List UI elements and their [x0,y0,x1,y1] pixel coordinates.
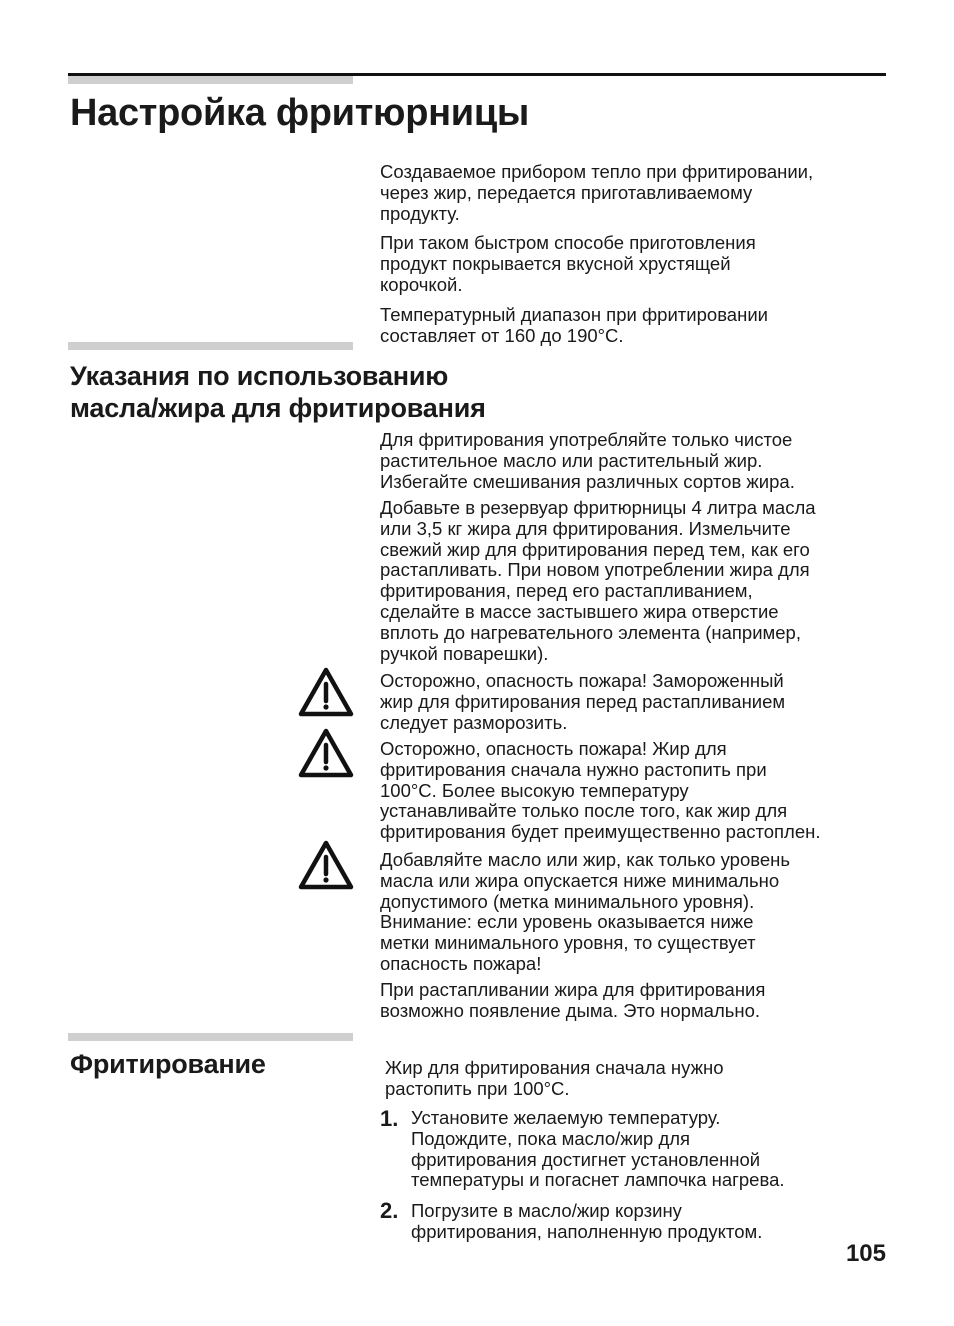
section-title-oil: Указания по использованию масла/жира для фритирования [70,361,486,423]
header-rule-gray [68,76,353,84]
warning-text-2: Осторожно, опасность пожара! Жир для фритирования сначала нужно растопить при 100°C. Более высокую температуру устанавливайте только после того, как жир для фритирования будет преимущественно растоплен. [380,738,821,843]
page-number: 105 [845,1240,886,1267]
warning-triangle-icon [298,667,354,717]
header-rule-dark [68,73,886,76]
intro-paragraph-3: Температурный диапазон при фритировании составляет от 160 до 190°C. [380,304,768,346]
section-rule-oil [68,342,353,350]
step-number-2: 2. [380,1198,399,1223]
section-title-frying: Фритирование [70,1049,266,1079]
oil-paragraph-2: Добавьте в резервуар фритюрницы 4 литра масла или 3,5 кг жира для фритирования. Измельчите свежий жир для фритирования перед тем, как его растапливать. При новом употреблении жира для фритирования, перед его растапливанием, сделайте в массе застывшего жира отверстие вплоть до нагревательного элемента (например, ручкой поварешки). [380,497,816,664]
page-title: Настройка фритюрницы [70,92,530,134]
oil-paragraph-1: Для фритирования употребляйте только чистое растительное масло или растительный жир. Избегайте смешивания различных сортов жира. [380,429,795,492]
intro-paragraph-2: При таком быстром способе приготовления продукт покрывается вкусной хрустящей корочкой. [380,232,756,295]
warning-triangle-icon [298,728,354,778]
frying-intro: Жир для фритирования сначала нужно растопить при 100°C. [385,1057,724,1099]
step-text-1: Установите желаемую температуру. Подождите, пока масло/жир для фритирования достигнет установленной температуры и погаснет лампочка нагрева. [411,1107,785,1191]
step-number-1: 1. [380,1106,399,1131]
warning-text-1: Осторожно, опасность пожара! Замороженный жир для фритирования перед растапливанием следует разморозить. [380,670,786,733]
warning-text-3: Добавляйте масло или жир, как только уровень масла или жира опускается ниже минимально допустимого (метка минимального уровня). Внимание: если уровень оказывается ниже метки минимального уровня, то существует опасность пожара! [380,849,791,974]
intro-paragraph-1: Создаваемое прибором тепло при фритировании, через жир, передается приготавливаемому продукту. [380,161,814,224]
step-text-2: Погрузите в масло/жир корзину фритирования, наполненную продуктом. [411,1200,763,1242]
section-rule-frying [68,1033,353,1041]
oil-closing-paragraph: При растапливании жира для фритирования возможно появление дыма. Это нормально. [380,979,766,1021]
warning-triangle-icon [298,840,354,890]
